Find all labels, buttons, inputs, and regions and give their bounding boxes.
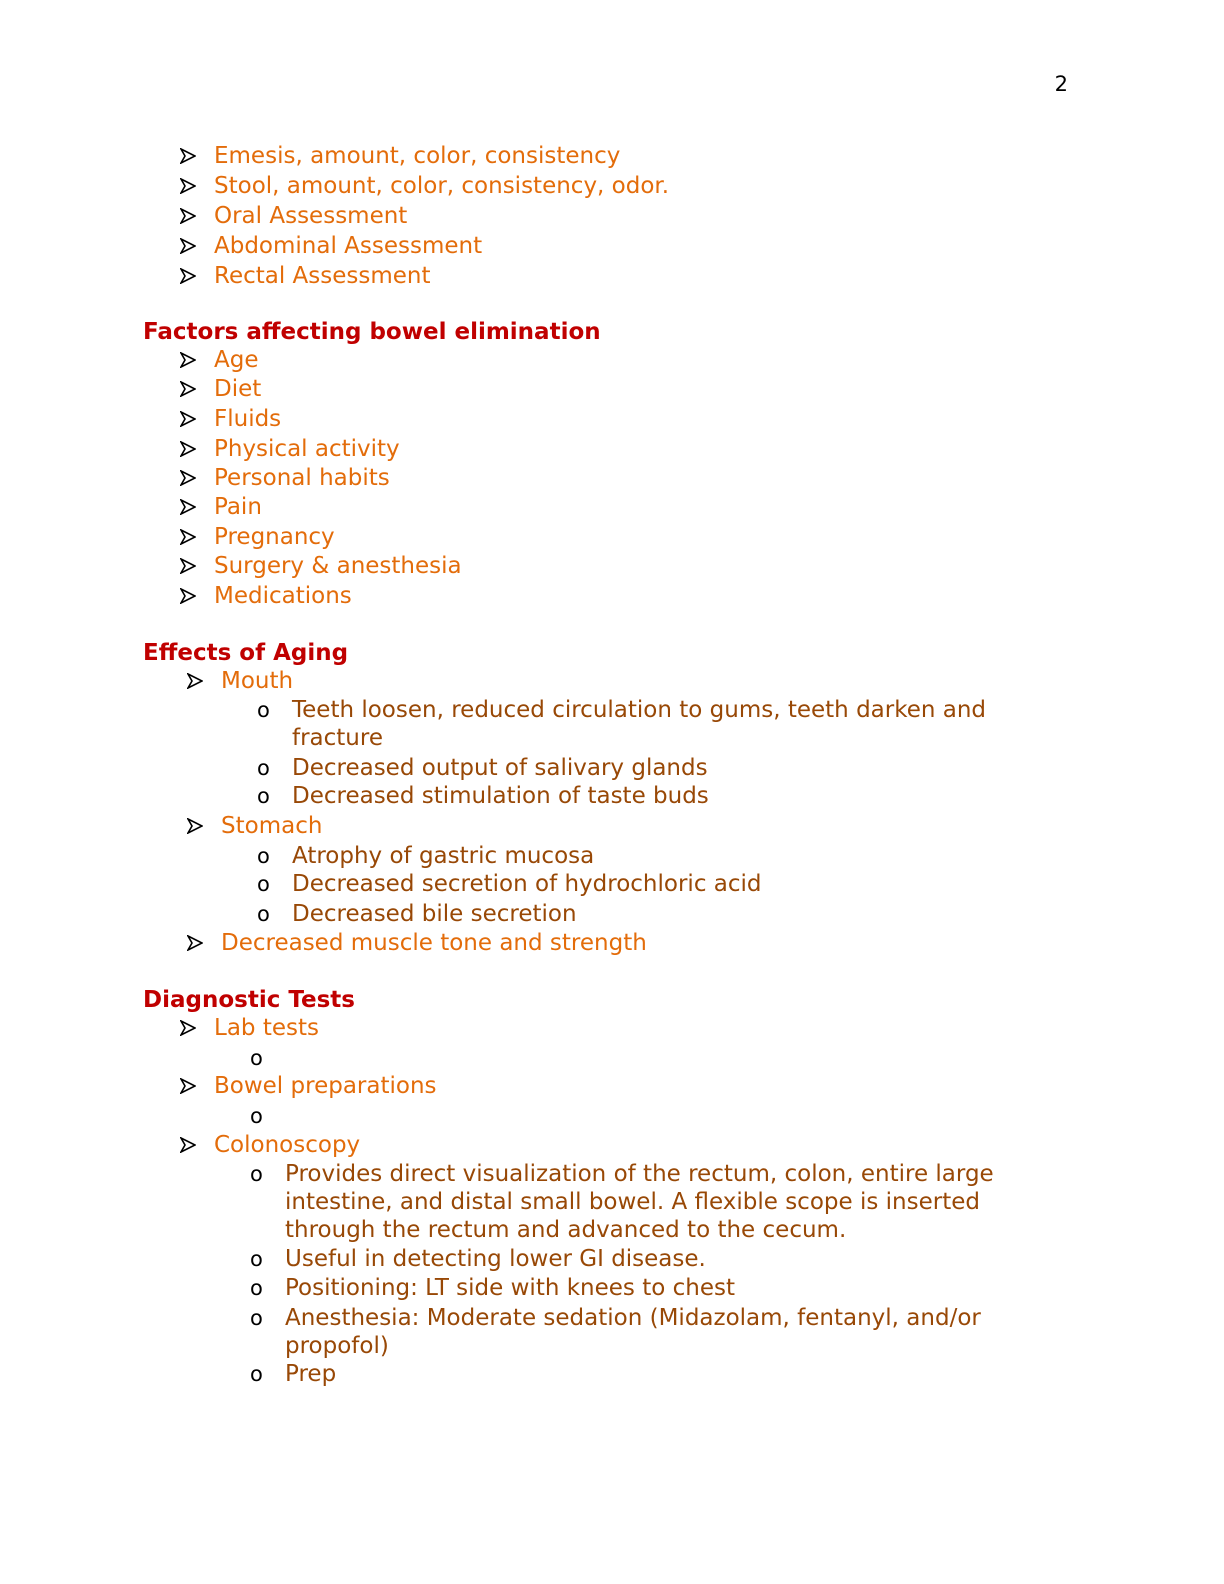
arrow-bullet-icon: [180, 558, 196, 574]
list-item-label: Rectal Assessment: [214, 263, 431, 289]
section-heading-aging: Effects of Aging: [143, 640, 349, 666]
list-item-label: Bowel preparations: [214, 1073, 437, 1099]
arrow-bullet-icon: [180, 1137, 196, 1153]
sub-bullet-marker: o: [250, 1046, 263, 1070]
arrow-bullet-icon: [180, 148, 196, 164]
list-item-label: Age: [214, 347, 259, 373]
sub-bullet-marker: o: [257, 698, 270, 722]
arrow-bullet-icon: [187, 935, 203, 951]
sub-item: Anesthesia: Moderate sedation (Midazolam, fentanyl, and/or propofol): [285, 1305, 981, 1359]
arrow-bullet-icon: [180, 499, 196, 515]
arrow-bullet-icon: [180, 238, 196, 254]
sub-bullet-marker: o: [257, 756, 270, 780]
sub-bullet-marker: o: [257, 902, 270, 926]
sub-bullet-marker: o: [250, 1306, 263, 1330]
arrow-bullet-icon: [187, 818, 203, 834]
arrow-bullet-icon: [180, 352, 196, 368]
list-item-label: Abdominal Assessment: [214, 233, 483, 259]
list-item-label: Stool, amount, color, consistency, odor.: [214, 173, 670, 199]
list-item-label: Personal habits: [214, 465, 390, 491]
arrow-bullet-icon: [180, 381, 196, 397]
sub-item: Decreased stimulation of taste buds: [292, 783, 709, 809]
sub-item: Decreased output of salivary glands: [292, 755, 708, 781]
section-heading-diagnostic: Diagnostic Tests: [143, 987, 355, 1013]
arrow-bullet-icon: [180, 411, 196, 427]
sub-bullet-marker: o: [257, 784, 270, 808]
sub-bullet-marker: o: [250, 1276, 263, 1300]
arrow-bullet-icon: [187, 673, 203, 689]
sub-bullet-marker: o: [250, 1247, 263, 1271]
arrow-bullet-icon: [180, 268, 196, 284]
sub-item: Useful in detecting lower GI disease.: [285, 1246, 706, 1272]
sub-bullet-marker: o: [250, 1162, 263, 1186]
sub-item: Positioning: LT side with knees to chest: [285, 1275, 735, 1301]
sub-bullet-marker: o: [250, 1104, 263, 1128]
sub-item: Decreased bile secretion: [292, 901, 577, 927]
sub-bullet-marker: o: [257, 872, 270, 896]
list-item-label: Physical activity: [214, 436, 400, 462]
page-number: 2: [1054, 72, 1068, 96]
list-item-label: Stomach: [221, 813, 323, 839]
list-item-label: Pregnancy: [214, 524, 335, 550]
sub-bullet-marker: o: [250, 1362, 263, 1386]
list-item-label: Lab tests: [214, 1015, 319, 1041]
sub-item: Atrophy of gastric mucosa: [292, 843, 595, 869]
sub-item: Prep: [285, 1361, 337, 1387]
section-heading-factors: Factors affecting bowel elimination: [143, 319, 601, 345]
list-item-label: Emesis, amount, color, consistency: [214, 143, 621, 169]
list-item-label: Decreased muscle tone and strength: [221, 930, 647, 956]
list-item-label: Surgery & anesthesia: [214, 553, 462, 579]
arrow-bullet-icon: [180, 1020, 196, 1036]
list-item-label: Medications: [214, 583, 352, 609]
list-item-label: Diet: [214, 376, 262, 402]
list-item-label: Pain: [214, 494, 262, 520]
arrow-bullet-icon: [180, 208, 196, 224]
sub-item: Provides direct visualization of the rectum, colon, entire large intestine, and distal small bowel. A flexible scope is inserted through the rectum and advanced to the cecum.: [285, 1161, 994, 1243]
arrow-bullet-icon: [180, 470, 196, 486]
arrow-bullet-icon: [180, 178, 196, 194]
list-item-label: Fluids: [214, 406, 282, 432]
arrow-bullet-icon: [180, 1078, 196, 1094]
sub-bullet-marker: o: [257, 844, 270, 868]
arrow-bullet-icon: [180, 529, 196, 545]
sub-item: Decreased secretion of hydrochloric acid: [292, 871, 762, 897]
sub-item: Teeth loosen, reduced circulation to gums, teeth darken and fracture: [292, 697, 987, 751]
list-item-label: Oral Assessment: [214, 203, 408, 229]
list-item-label: Colonoscopy: [214, 1132, 361, 1158]
arrow-bullet-icon: [180, 441, 196, 457]
arrow-bullet-icon: [180, 588, 196, 604]
list-item-label: Mouth: [221, 668, 294, 694]
